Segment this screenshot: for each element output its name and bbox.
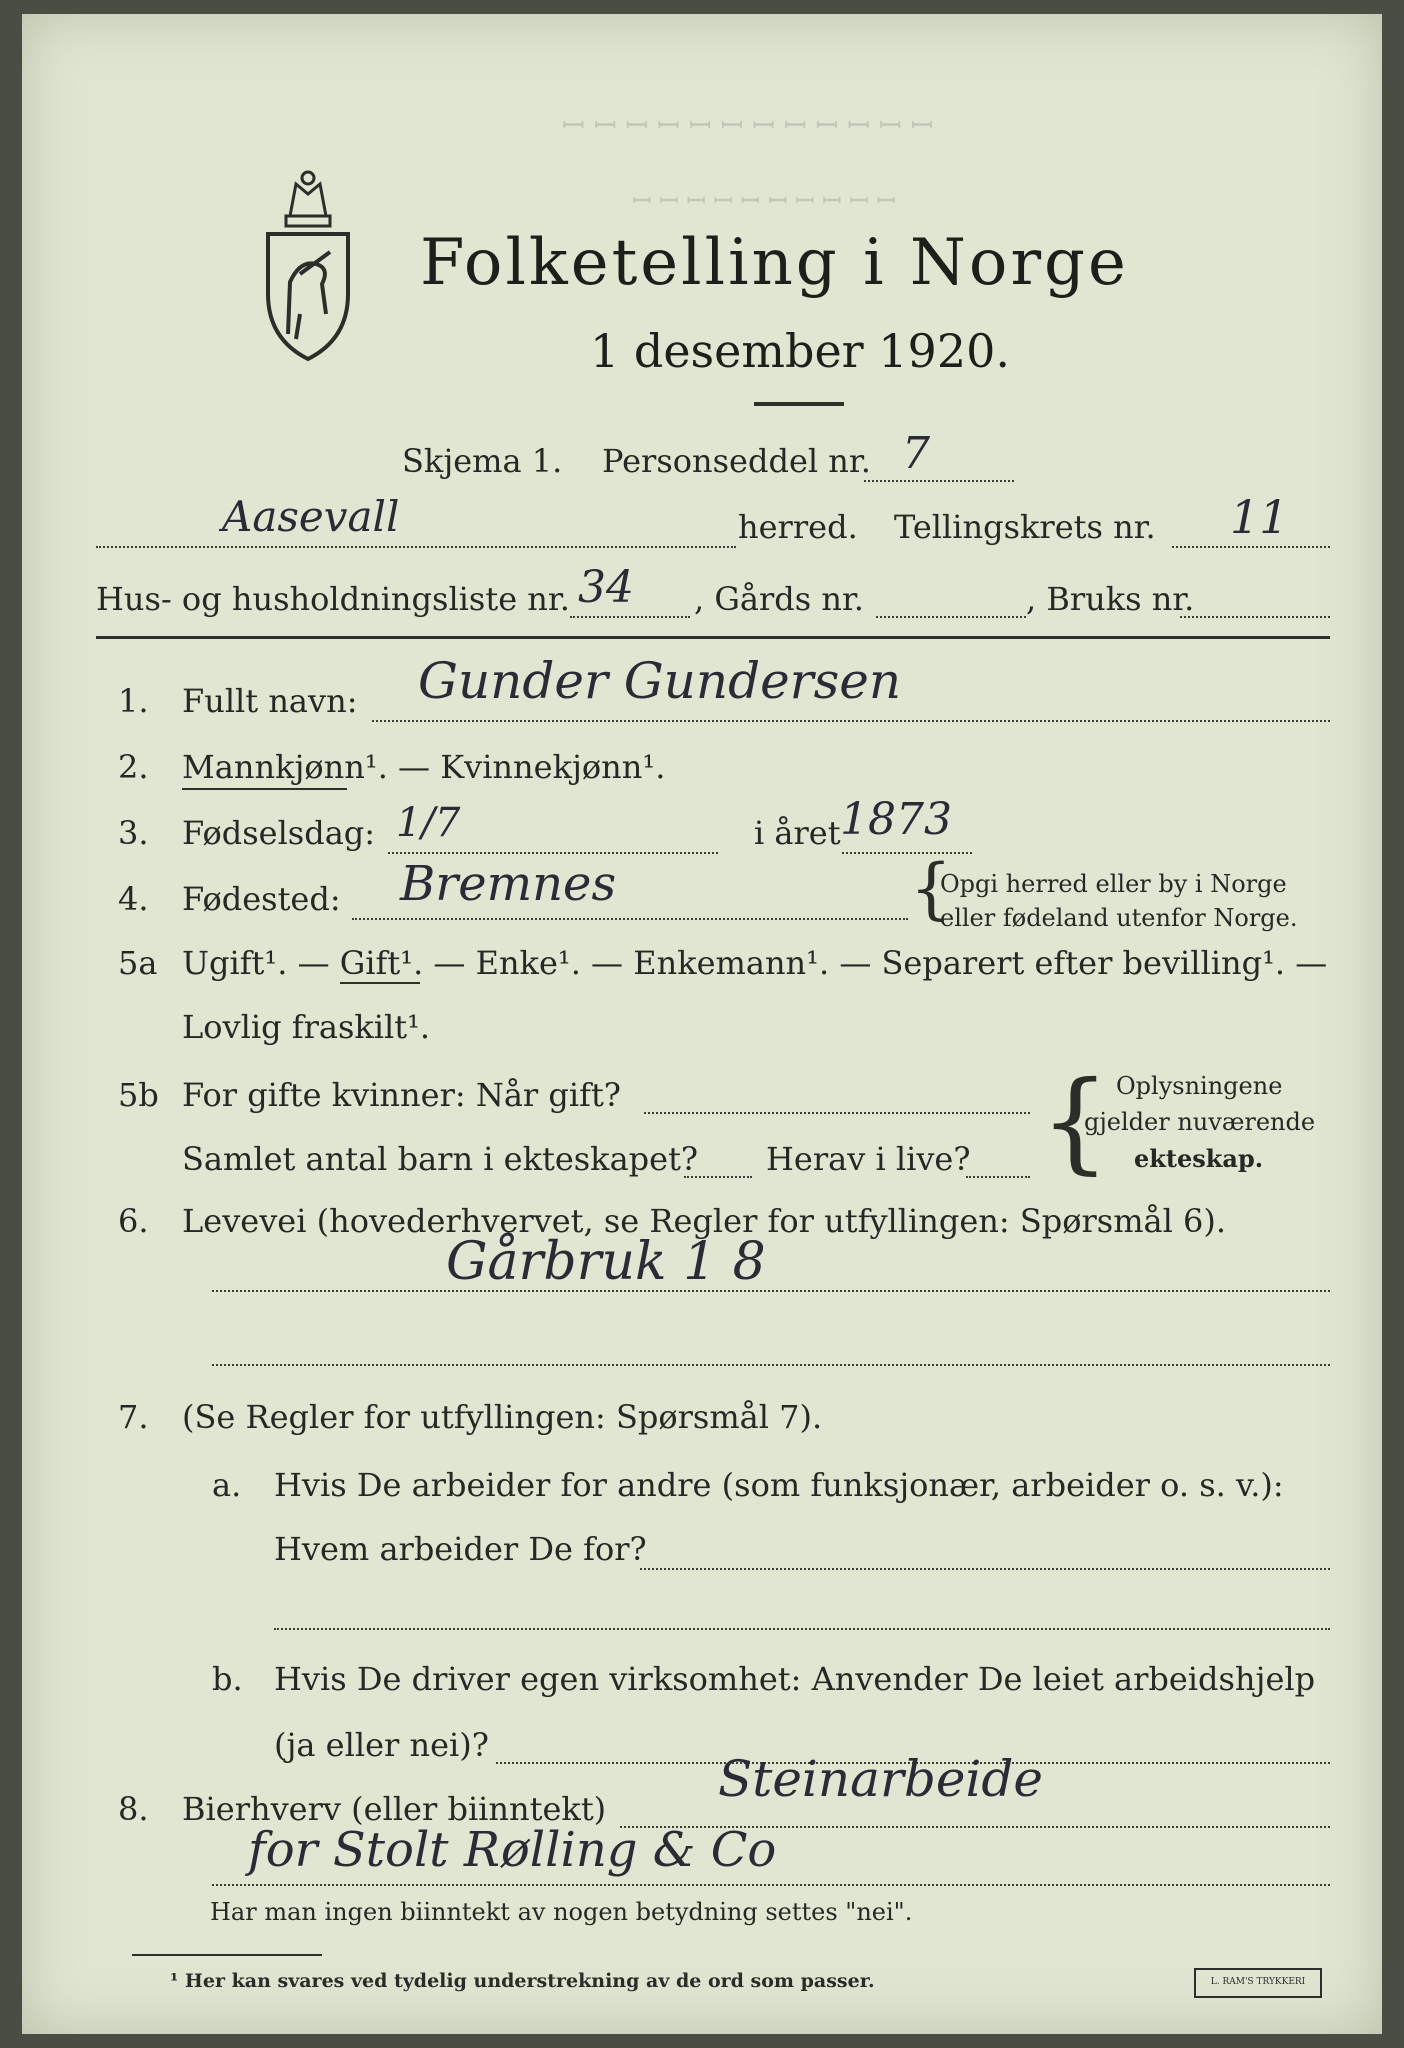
bruks-label: , Bruks nr. bbox=[1026, 580, 1195, 618]
q7a-employer-line bbox=[640, 1568, 1330, 1570]
census-form-sheet bbox=[22, 14, 1382, 2034]
q5b-note-line1: Oplysningene bbox=[1116, 1072, 1283, 1100]
q5b-children-label: Samlet antal barn i ekteskapet? bbox=[182, 1140, 699, 1178]
q5a-underline-gift bbox=[340, 982, 420, 984]
q1-full-name-value: Gunder Gundersen bbox=[418, 652, 902, 710]
q7a-letter: a. bbox=[212, 1466, 242, 1504]
footnote: ¹ Her kan svares ved tydelig understrekning av de ord som passer. bbox=[170, 1970, 875, 1992]
q5b-alive-label: Herav i live? bbox=[766, 1140, 971, 1178]
tellingskrets-label: Tellingskrets nr. bbox=[894, 508, 1156, 546]
q5b-when-married-label: For gifte kvinner: Når gift? bbox=[182, 1076, 621, 1114]
q3-year-line bbox=[842, 852, 972, 854]
q5b-children-line bbox=[684, 1176, 752, 1178]
q4-note-brace: { bbox=[910, 850, 952, 927]
q4-line bbox=[352, 918, 908, 920]
q8-note: Har man ingen biinntekt av nogen betydning settes "nei". bbox=[210, 1898, 913, 1926]
q7a-line-extra bbox=[274, 1628, 1330, 1630]
q6-number: 6. bbox=[118, 1202, 149, 1240]
herred-line bbox=[96, 546, 736, 548]
q3-birthday-line bbox=[388, 852, 718, 854]
tellingskrets-value: 11 bbox=[1230, 490, 1289, 544]
q7-number: 7. bbox=[118, 1398, 149, 1436]
q6-label: Levevei (hovederhvervet, se Regler for utfyllingen: Spørsmål 6). bbox=[182, 1202, 1227, 1240]
herred-value: Aasevall bbox=[222, 492, 400, 541]
norwegian-coat-of-arms-icon bbox=[260, 164, 356, 364]
header-rule bbox=[96, 636, 1330, 639]
q1-number: 1. bbox=[118, 682, 149, 720]
q4-note-line1: Opgi herred eller by i Norge bbox=[940, 870, 1287, 898]
q8-label: Bierhverv (eller biinntekt) bbox=[182, 1790, 607, 1828]
q4-note-line2: eller fødeland utenfor Norge. bbox=[940, 904, 1298, 932]
q5a-number: 5a bbox=[118, 944, 158, 982]
q4-label: Fødested: bbox=[182, 880, 341, 918]
gards-line bbox=[876, 616, 1026, 618]
bleed-through-text: ꟷ ꟷ ꟷ ꟷ ꟷ ꟷ ꟷ ꟷ ꟷ ꟷ bbox=[632, 187, 897, 215]
q7-label: (Se Regler for utfyllingen: Spørsmål 7). bbox=[182, 1398, 823, 1436]
household-list-line bbox=[570, 616, 690, 618]
q3-number: 3. bbox=[118, 814, 149, 852]
q8-line2 bbox=[212, 1884, 1330, 1886]
bruks-line bbox=[1180, 616, 1330, 618]
q7a-employer-label: Hvem arbeider De for? bbox=[274, 1530, 647, 1568]
q7b-line1: Hvis De driver egen virksomhet: Anvender De leiet arbeidshjelp bbox=[274, 1660, 1316, 1698]
q8-side-income-value-line2: for Stolt Rølling & Co bbox=[248, 1822, 777, 1878]
title-divider bbox=[754, 402, 844, 406]
personseddel-value: 7 bbox=[902, 428, 930, 479]
q6-line1 bbox=[212, 1290, 1330, 1292]
q3-label: Fødselsdag: bbox=[182, 814, 376, 852]
q8-side-income-value: Steinarbeide bbox=[718, 1750, 1044, 1808]
q2-number: 2. bbox=[118, 748, 149, 786]
q2-sex-options: Mannkjønn¹. — Kvinnekjønn¹. bbox=[182, 748, 666, 786]
personseddel-line bbox=[864, 480, 1014, 482]
q4-number: 4. bbox=[118, 880, 149, 918]
herred-label: herred. bbox=[738, 508, 858, 546]
q8-number: 8. bbox=[118, 1790, 149, 1828]
q3-year-value: 1873 bbox=[840, 794, 952, 845]
bleed-through-text: ꟷ ꟷ ꟷ ꟷ ꟷ ꟷ ꟷ ꟷ ꟷ ꟷ ꟷ ꟷ bbox=[562, 109, 934, 142]
q5b-when-married-line bbox=[644, 1112, 1030, 1114]
q5b-note-line2: gjelder nuværende bbox=[1084, 1108, 1316, 1136]
footnote-rule bbox=[132, 1954, 322, 1956]
form-title: Folketelling i Norge bbox=[420, 226, 1129, 300]
q7b-hired-help-label: (ja eller nei)? bbox=[274, 1726, 489, 1764]
printer-stamp: L. RAM'S TRYKKERI bbox=[1194, 1968, 1322, 1998]
household-list-value: 34 bbox=[578, 562, 634, 613]
q5b-alive-line bbox=[966, 1176, 1030, 1178]
q7b-letter: b. bbox=[212, 1660, 243, 1698]
q3-birthday-value: 1/7 bbox=[396, 800, 461, 846]
schema-label: Skjema 1. bbox=[402, 442, 563, 480]
census-date: 1 desember 1920. bbox=[590, 324, 1010, 378]
q5b-note-line3: ekteskap. bbox=[1134, 1144, 1264, 1173]
q5b-note-brace: { bbox=[1040, 1057, 1110, 1185]
q6-occupation-value: Gårbruk 1 8 bbox=[446, 1232, 766, 1292]
personseddel-label: Personseddel nr. bbox=[602, 442, 871, 480]
gards-label: , Gårds nr. bbox=[694, 580, 864, 618]
q2-underline-mannkjonn bbox=[182, 788, 347, 790]
q5a-marital-options: Ugift¹. — Gift¹. — Enke¹. — Enkemann¹. — Separert efter bevilling¹. — bbox=[182, 944, 1328, 982]
household-list-label: Hus- og husholdningsliste nr. bbox=[96, 580, 570, 618]
q3-year-label: i året bbox=[754, 814, 841, 852]
q1-label: Fullt navn: bbox=[182, 682, 358, 720]
q4-birthplace-value: Bremnes bbox=[400, 856, 617, 912]
q5b-number: 5b bbox=[118, 1076, 159, 1114]
tellingskrets-line bbox=[1172, 546, 1330, 548]
q7a-line1: Hvis De arbeider for andre (som funksjonær, arbeider o. s. v.): bbox=[274, 1466, 1284, 1504]
q6-line2 bbox=[212, 1364, 1330, 1366]
q1-line bbox=[372, 720, 1330, 722]
q5a-marital-options-line2: Lovlig fraskilt¹. bbox=[182, 1008, 431, 1046]
